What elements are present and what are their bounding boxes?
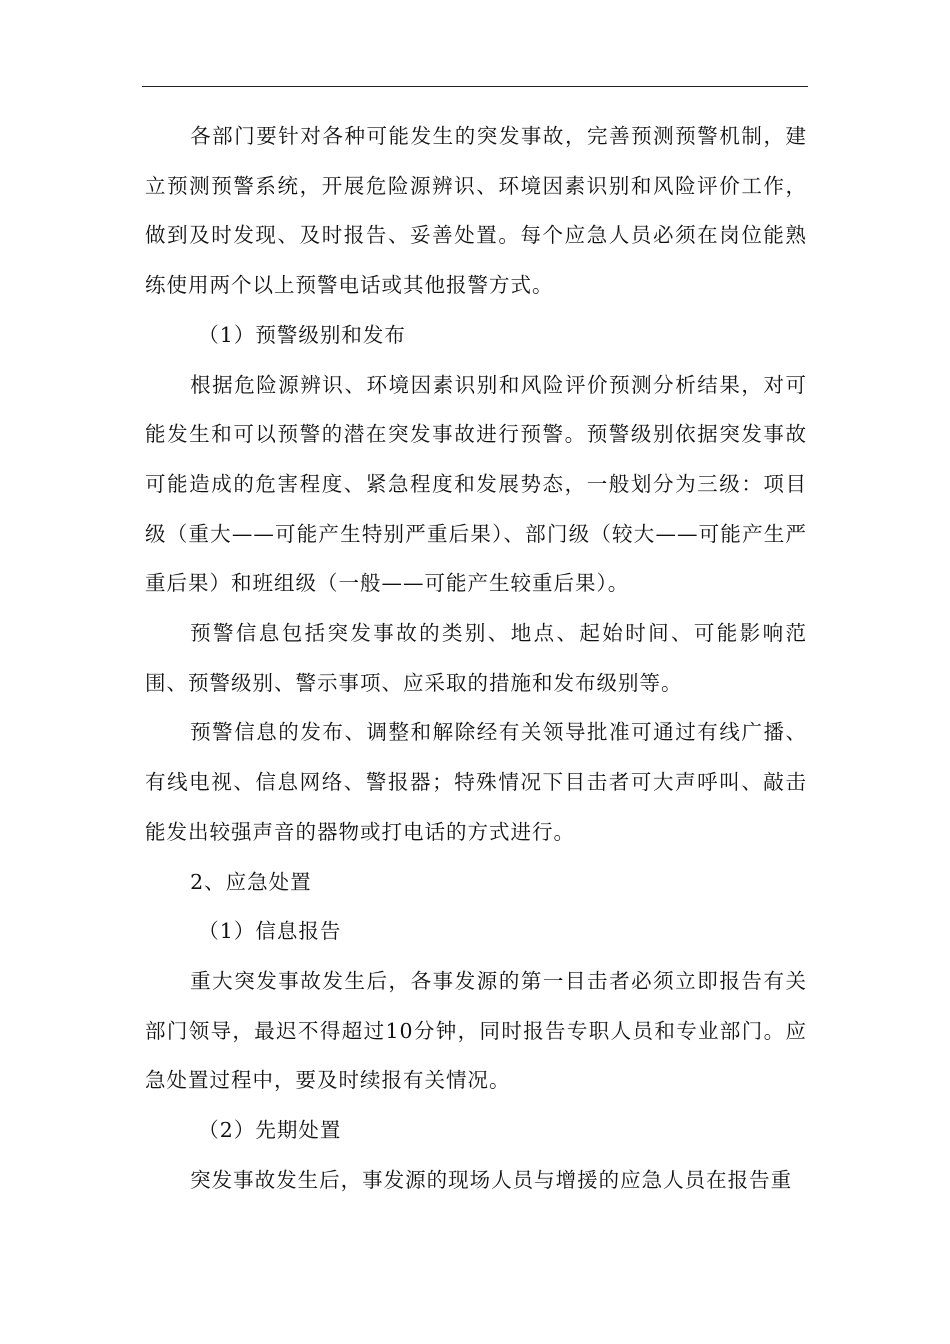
document-body [145,112,807,1205]
heading-information-report: （1）信息报告 [198,919,342,944]
heading-initial-response: （2）先期处置 [198,1118,342,1143]
header-rule [142,86,808,87]
heading-emergency-response: 2、应急处置 [190,869,312,894]
paragraph-information-report: 重大突发事故发生后，各事发源的第一目击者必须立即报告有关部门领导，最迟不得超过10分钟，同时报告专职人员和专业部门。应急处置过程中，要及时续报有关情况。 [145,968,807,1093]
heading-warning-level-and-release: （1）预警级别和发布 [198,322,406,347]
paragraph-warning-levels: 根据危险源辨识、环境因素识别和风险评价预测分析结果，对可能发生和可以预警的潜在突发事故进行预警。预警级别依据突发事故可能造成的危害程度、紧急程度和发展势态，一般划分为三级：项目级（重大——可能产生特别严重后果）、部门级（较大——可能产生严重后果）和班组级（一般——可能产生较重后果）。 [145,372,807,596]
paragraph-early-warning-mechanism: 各部门要针对各种可能发生的突发事故，完善预测预警机制，建立预测预警系统，开展危险源辨识、环境因素识别和风险评价工作，做到及时发现、及时报告、妥善处置。每个应急人员必须在岗位能熟练使用两个以上预警电话或其他报警方式。 [145,124,807,298]
paragraph-initial-response: 突发事故发生后，事发源的现场人员与增援的应急人员在报告重 [190,1167,793,1192]
paragraph-warning-info-contents: 预警信息包括突发事故的类别、地点、起始时间、可能影响范围、预警级别、警示事项、应采取的措施和发布级别等。 [145,621,807,695]
paragraph-warning-info-release: 预警信息的发布、调整和解除经有关领导批准可通过有线广播、有线电视、信息网络、警报器；特殊情况下目击者可大声呼叫、敲击能发出较强声音的器物或打电话的方式进行。 [145,720,807,844]
